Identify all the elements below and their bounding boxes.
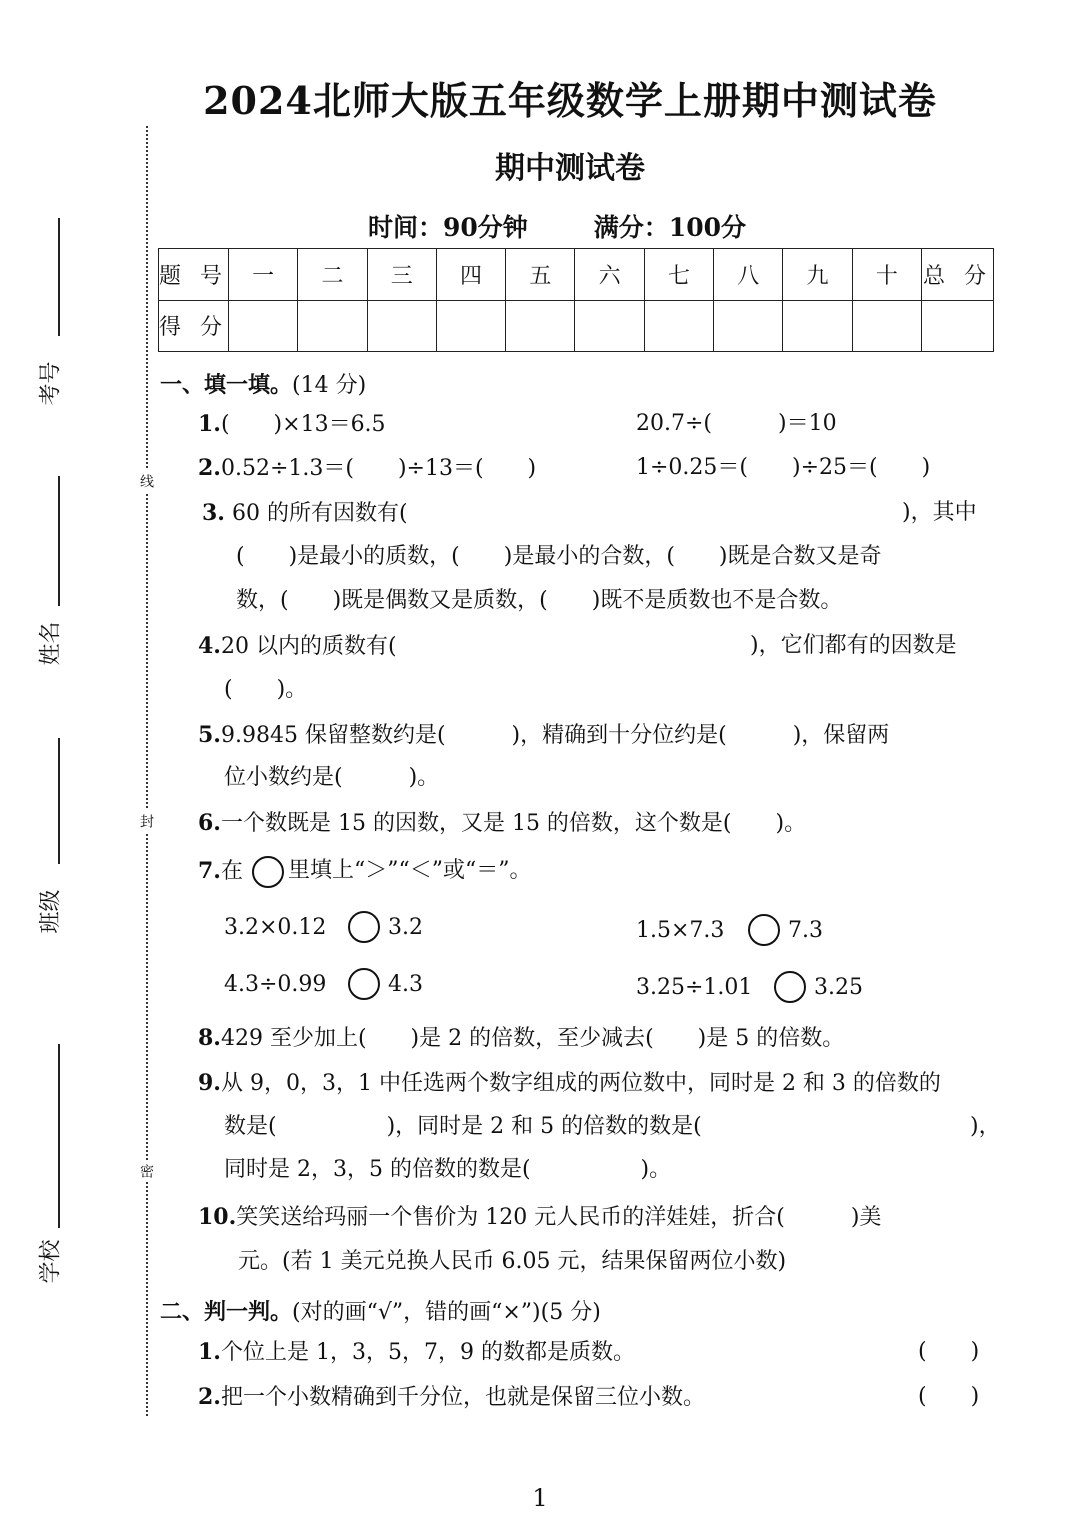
section-1-title: 一、填一填。 bbox=[160, 372, 293, 398]
question-text: 429 至少加上( )是 2 的倍数，至少减去( )是 5 的倍数。 bbox=[220, 1026, 845, 1051]
score-cell[interactable] bbox=[714, 300, 783, 352]
question-1-3-line-3: 数，( )既是偶数又是质数，( )既不是质数也不是合数。 bbox=[236, 588, 843, 613]
compare-4-right: 3.25 bbox=[814, 975, 863, 1000]
compare-3-right: 4.3 bbox=[388, 972, 423, 997]
score-cell[interactable] bbox=[298, 300, 367, 352]
score-table-header: 七 bbox=[644, 249, 713, 301]
compare-1-right: 3.2 bbox=[388, 915, 423, 940]
score-table-header: 题 号 bbox=[159, 249, 229, 301]
question-text: 0.52÷1.3＝( )÷13＝( ) bbox=[220, 456, 537, 481]
compare-1-left: 3.2×0.12 bbox=[224, 915, 327, 940]
question-1-3-line-1-end: )，其中 bbox=[902, 500, 977, 525]
cut-mark-line: 线 bbox=[136, 470, 156, 492]
exam-no-label: 考号 bbox=[38, 361, 64, 406]
section-2-heading bbox=[160, 1295, 601, 1326]
question-number: 2. bbox=[198, 455, 221, 481]
compare-circle-example bbox=[252, 856, 284, 888]
score-table-header: 一 bbox=[229, 249, 298, 301]
question-text: 60 的所有因数有( bbox=[231, 501, 408, 526]
question-text: 在 bbox=[220, 859, 243, 884]
question-1-8 bbox=[198, 1027, 844, 1050]
question-1-3-line-1 bbox=[202, 502, 408, 525]
question-1-10-line-1 bbox=[198, 1206, 881, 1229]
cut-mark-seal: 封 bbox=[136, 810, 156, 832]
question-1-5-line-2: 位小数约是( )。 bbox=[224, 765, 440, 790]
question-1-5-line-1 bbox=[198, 724, 889, 747]
score-table-header: 八 bbox=[714, 249, 783, 301]
answer-blank[interactable]: ( ) bbox=[918, 1339, 980, 1364]
section-1-points: (14 分) bbox=[292, 373, 367, 398]
question-number: 3. bbox=[202, 500, 225, 526]
cut-mark-secret: 密 bbox=[136, 1160, 156, 1182]
score-table-header-row bbox=[159, 249, 994, 301]
question-1-7-instruction: 里填上“＞”“＜”或“＝”。 bbox=[288, 858, 532, 883]
question-number: 6. bbox=[198, 810, 221, 836]
score-table-header: 四 bbox=[436, 249, 505, 301]
question-text: ( )×13＝6.5 bbox=[220, 412, 386, 437]
question-1-9-line-3: 同时是 2，3，5 的倍数的数是( )。 bbox=[224, 1157, 672, 1182]
compare-circle[interactable] bbox=[748, 914, 780, 946]
score-table bbox=[158, 248, 994, 352]
question-text: 把一个小数精确到千分位，也就是保留三位小数。 bbox=[220, 1385, 705, 1410]
question-1-9-line-1 bbox=[198, 1072, 941, 1095]
question-1-7 bbox=[198, 860, 243, 883]
question-number: 9. bbox=[198, 1070, 221, 1096]
question-number: 1. bbox=[198, 1339, 221, 1365]
compare-4-left: 3.25÷1.01 bbox=[636, 975, 753, 1000]
question-1-3-line-2: ( )是最小的质数，( )是最小的合数，( )既是合数又是奇 bbox=[236, 544, 882, 569]
compare-circle[interactable] bbox=[348, 911, 380, 943]
score-table-header: 总 分 bbox=[922, 249, 994, 301]
school-label: 学校 bbox=[38, 1239, 64, 1284]
compare-2-right: 7.3 bbox=[788, 918, 823, 943]
class-label: 班级 bbox=[38, 889, 64, 934]
score-cell[interactable] bbox=[783, 300, 852, 352]
answer-blank[interactable]: ( ) bbox=[918, 1384, 980, 1409]
question-number: 1. bbox=[198, 411, 221, 437]
section-1-heading bbox=[160, 368, 366, 399]
question-1-4-line-1-end: )，它们都有的因数是 bbox=[750, 633, 957, 658]
question-number: 7. bbox=[198, 858, 221, 884]
exam-meta bbox=[368, 208, 746, 244]
score-cell[interactable] bbox=[922, 300, 994, 352]
question-text: 9.9845 保留整数约是( )，精确到十分位约是( )，保留两 bbox=[220, 723, 890, 748]
exam-subtitle: 期中测试卷 bbox=[495, 151, 645, 186]
question-1-2-right: 1÷0.25＝( )÷25＝( ) bbox=[636, 455, 931, 480]
school-line bbox=[58, 1044, 60, 1228]
score-table-score-row bbox=[159, 300, 994, 352]
question-1-9-line-2-end: )， bbox=[970, 1114, 1001, 1139]
score-cell[interactable] bbox=[229, 300, 298, 352]
question-1-6 bbox=[198, 812, 806, 835]
section-2-title: 二、判一判。 bbox=[160, 1299, 293, 1325]
question-2-2 bbox=[198, 1386, 705, 1409]
binding-dotted-line bbox=[146, 126, 148, 1416]
name-label: 姓名 bbox=[38, 621, 64, 666]
score-table-header: 五 bbox=[506, 249, 575, 301]
score-row-label: 得 分 bbox=[159, 300, 229, 352]
question-text: 一个数既是 15 的因数，又是 15 的倍数，这个数是( )。 bbox=[220, 811, 807, 836]
question-1-1-right: 20.7÷( )＝10 bbox=[636, 411, 837, 436]
score-cell[interactable] bbox=[506, 300, 575, 352]
score-table-header: 三 bbox=[367, 249, 436, 301]
compare-circle[interactable] bbox=[348, 968, 380, 1000]
question-1-4-line-2: ( )。 bbox=[224, 677, 308, 702]
score-table-header: 六 bbox=[575, 249, 644, 301]
score-cell[interactable] bbox=[852, 300, 921, 352]
compare-circle[interactable] bbox=[774, 971, 806, 1003]
question-1-4-line-1 bbox=[198, 635, 397, 658]
question-2-1 bbox=[198, 1341, 635, 1364]
question-1-9-line-2: 数是( )，同时是 2 和 5 的倍数的数是( bbox=[224, 1114, 702, 1139]
question-number: 10. bbox=[198, 1204, 237, 1230]
question-number: 8. bbox=[198, 1025, 221, 1051]
score-cell[interactable] bbox=[575, 300, 644, 352]
full-score: 满分：100分 bbox=[593, 213, 746, 242]
question-number: 2. bbox=[198, 1384, 221, 1410]
exam-title: 2024北师大版五年级数学上册期中测试卷 bbox=[203, 78, 937, 123]
score-cell[interactable] bbox=[436, 300, 505, 352]
section-2-instruction: (对的画“√”，错的画“×”)(5 分) bbox=[292, 1300, 601, 1325]
question-1-10-line-2: 元。(若 1 美元兑换人民币 6.05 元，结果保留两位小数) bbox=[238, 1249, 787, 1274]
question-number: 5. bbox=[198, 722, 221, 748]
question-number: 4. bbox=[198, 633, 221, 659]
time-limit: 时间：90分钟 bbox=[368, 213, 528, 242]
question-text: 笑笑送给玛丽一个售价为 120 元人民币的洋娃娃，折合( )美 bbox=[236, 1205, 882, 1230]
question-text: 个位上是 1，3，5，7，9 的数都是质数。 bbox=[220, 1340, 635, 1365]
compare-2-left: 1.5×7.3 bbox=[636, 918, 725, 943]
score-table-header: 九 bbox=[783, 249, 852, 301]
page-number: 1 bbox=[532, 1484, 548, 1512]
question-1-1-left bbox=[198, 413, 386, 436]
class-line bbox=[58, 738, 60, 864]
question-text: 从 9，0，3，1 中任选两个数字组成的两位数中，同时是 2 和 3 的倍数的 bbox=[220, 1071, 941, 1096]
exam-no-line bbox=[58, 218, 60, 336]
name-line bbox=[58, 476, 60, 606]
question-text: 20 以内的质数有( bbox=[220, 634, 397, 659]
score-cell[interactable] bbox=[367, 300, 436, 352]
score-table-header: 十 bbox=[852, 249, 921, 301]
score-cell[interactable] bbox=[644, 300, 713, 352]
compare-3-left: 4.3÷0.99 bbox=[224, 972, 327, 997]
question-1-2-left bbox=[198, 457, 536, 480]
score-table-header: 二 bbox=[298, 249, 367, 301]
